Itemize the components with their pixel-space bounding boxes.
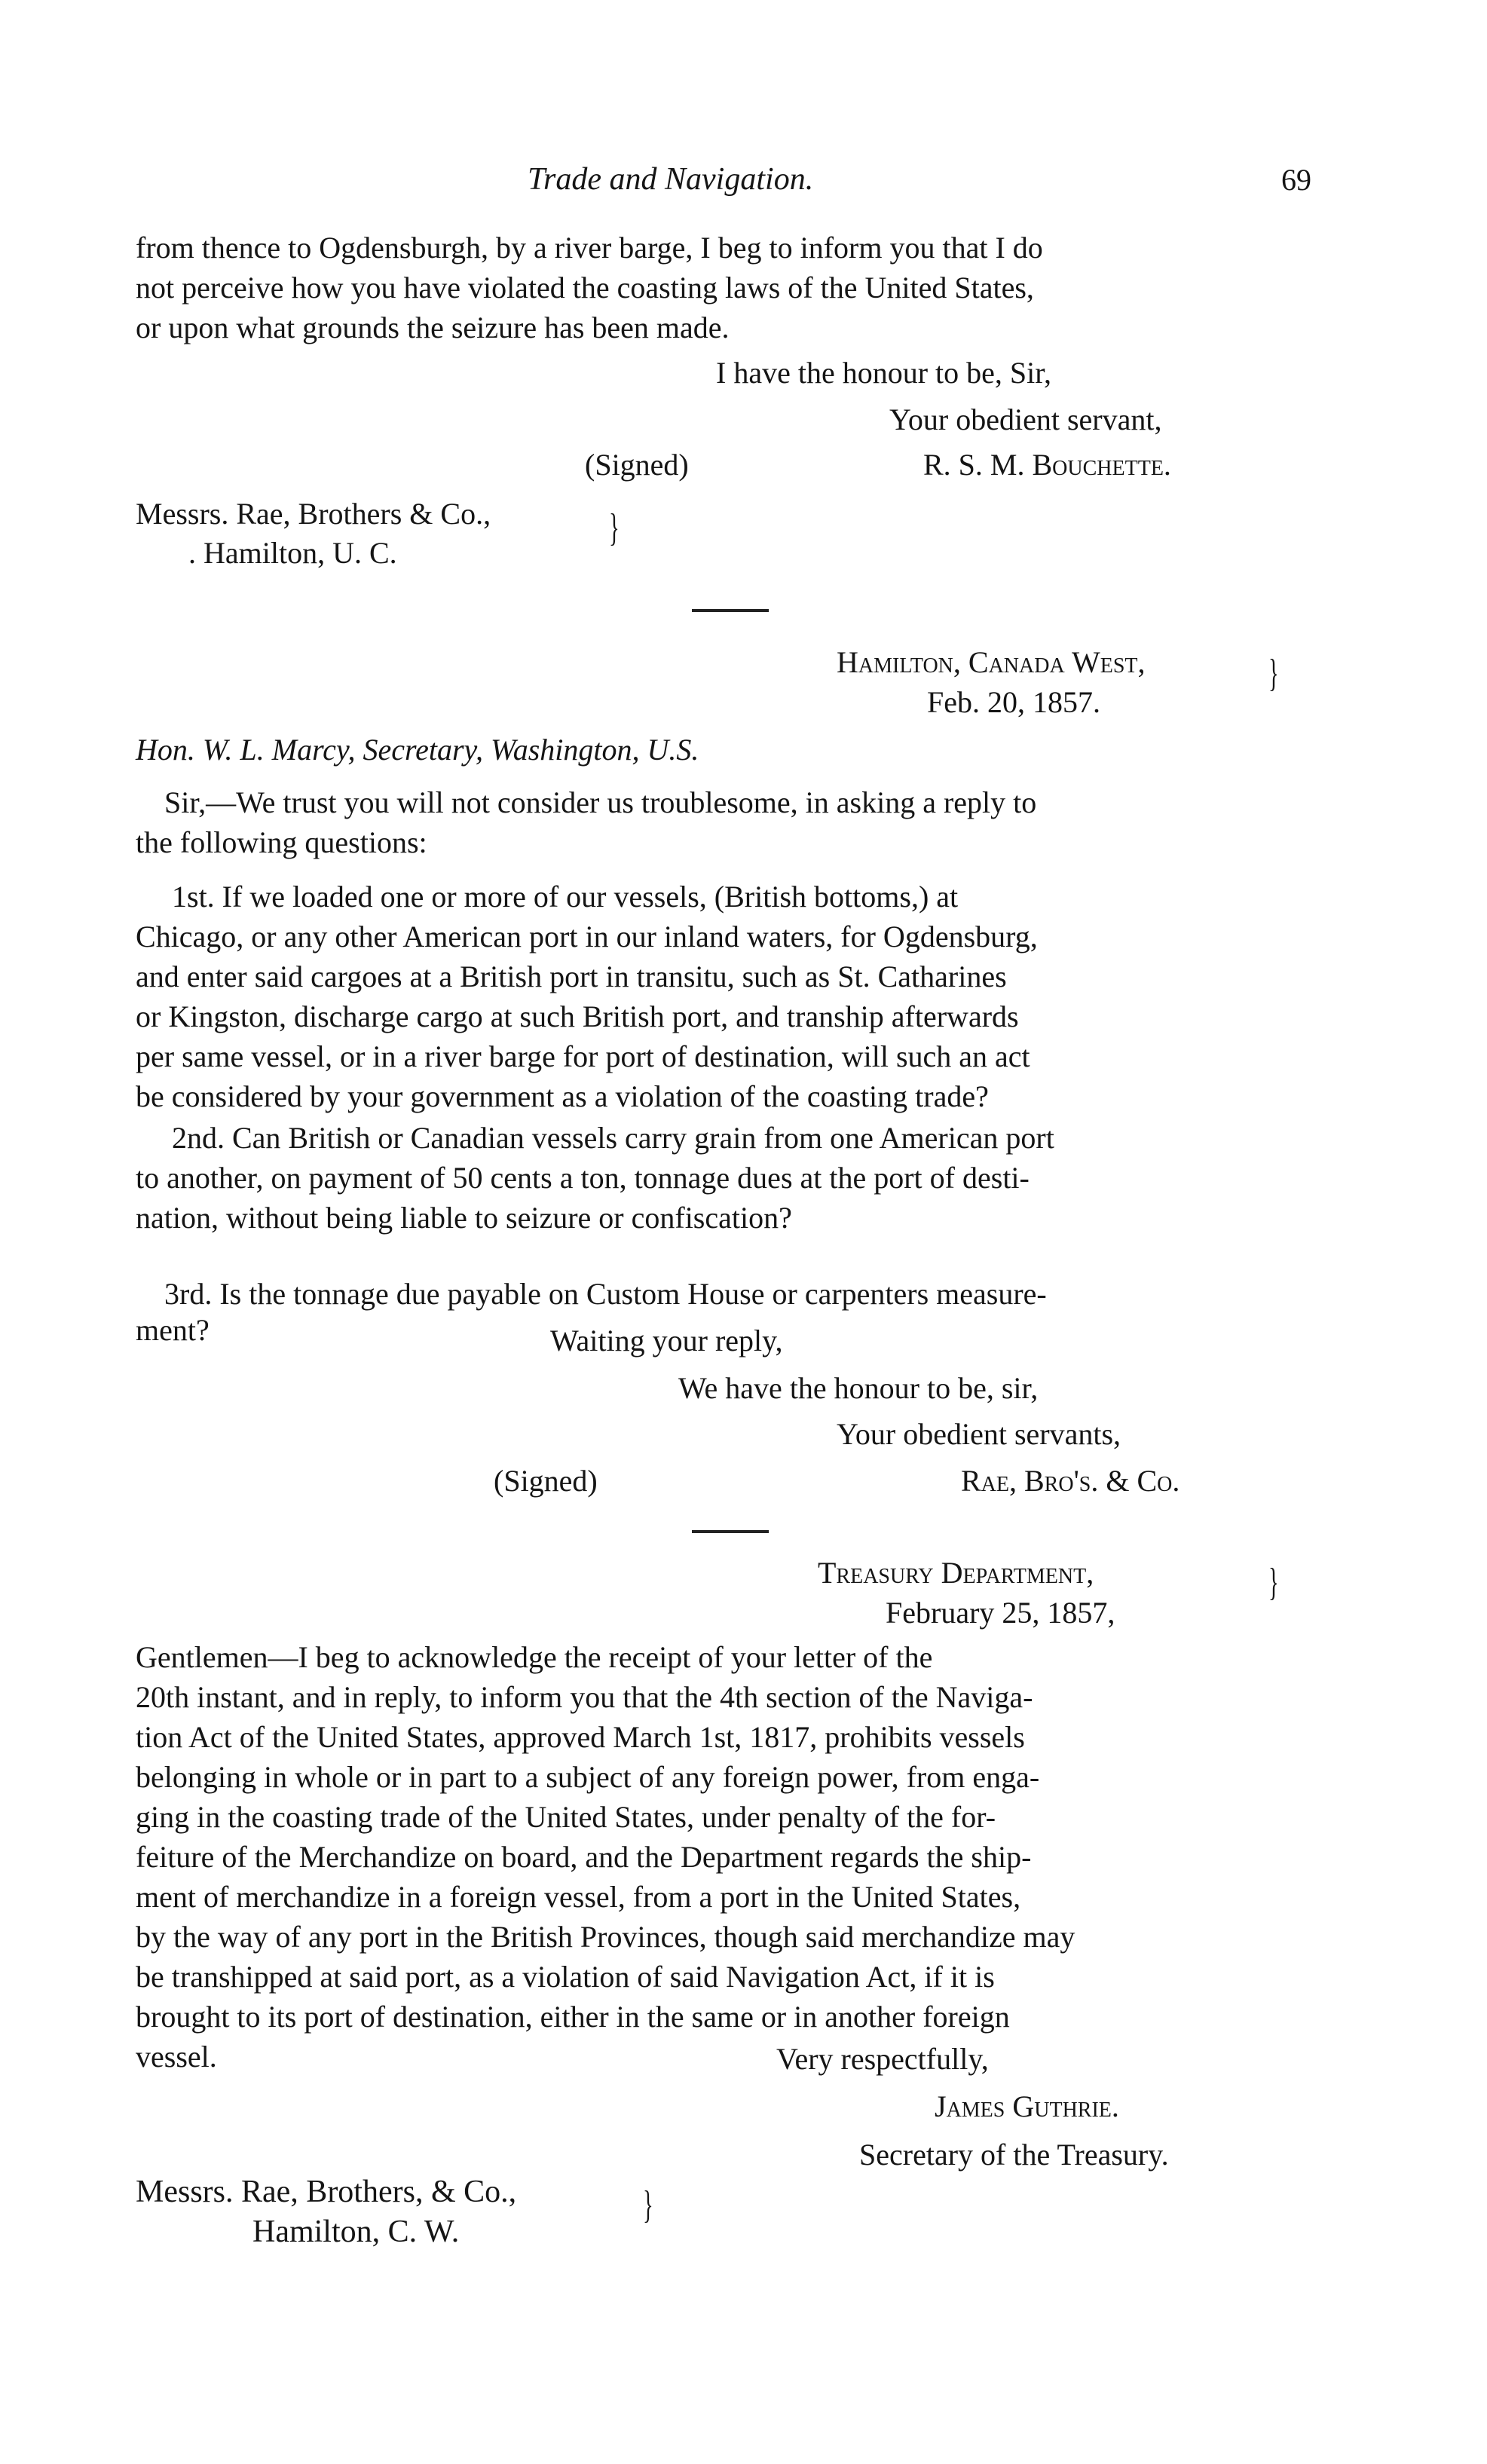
section-divider (692, 1530, 769, 1533)
body-line: from thence to Ogdensburgh, by a river barge, I beg to inform you that I do (136, 231, 1043, 265)
running-title: Trade and Navigation. (528, 162, 814, 197)
addressee-line: Messrs. Rae, Brothers, & Co., (136, 2175, 517, 2209)
addressee-line: . Hamilton, U. C. (188, 536, 397, 570)
recipient-line: Hon. W. L. Marcy, Secretary, Washington, U.S. (136, 733, 699, 767)
body-line: the following questions: (136, 825, 427, 859)
body-line: Chicago, or any other American port in our inland waters, for Ogdensburg, (136, 920, 1038, 953)
signature: R. S. M. Bouchette. (923, 448, 1171, 482)
body-line: ment? (136, 1313, 210, 1347)
body-line: belonging in whole or in part to a subject of any foreign power, from enga- (136, 1760, 1040, 1794)
body-line: be considered by your government as a violation of the coasting trade? (136, 1079, 989, 1113)
body-line: ging in the coasting trade of the United States, under penalty of the for- (136, 1800, 996, 1834)
brace-icon: } (609, 507, 620, 549)
body-line: or upon what grounds the seizure has been made. (136, 311, 730, 344)
brace-icon: } (1268, 1561, 1279, 1604)
brace-icon: } (1268, 652, 1279, 695)
body-line: brought to its port of destination, either in the same or in another foreign (136, 2000, 1010, 2034)
body-line: 2nd. Can British or Canadian vessels carry grain from one American port (172, 1121, 1054, 1155)
signatory-title: Secretary of the Treasury. (859, 2138, 1169, 2172)
body-line: ment of merchandize in a foreign vessel, from a port in the United States, (136, 1880, 1021, 1914)
addressee-line: Messrs. Rae, Brothers & Co., (136, 497, 491, 531)
date-line: February 25, 1857, (886, 1596, 1115, 1630)
signature: Rae, Bro's. & Co. (961, 1464, 1180, 1498)
closing-line: We have the honour to be, sir, (678, 1371, 1039, 1405)
body-line: Sir,—We trust you will not consider us troublesome, in asking a reply to (164, 785, 1037, 819)
body-line: Gentlemen—I beg to acknowledge the receipt of your letter of the (136, 1640, 933, 1674)
body-line: and enter said cargoes at a British port in transitu, such as St. Catharines (136, 960, 1007, 993)
page-number: 69 (1281, 163, 1311, 197)
place-line: Hamilton, Canada West, (837, 645, 1146, 679)
body-line: per same vessel, or in a river barge for port of destination, will such an act (136, 1039, 1030, 1073)
body-line: 3rd. Is the tonnage due payable on Custom House or carpenters measure- (164, 1277, 1047, 1311)
closing-line: Your obedient servant, (889, 403, 1162, 436)
body-line: feiture of the Merchandize on board, and the Department regards the ship- (136, 1840, 1032, 1874)
body-line: or Kingston, discharge cargo at such British port, and tranship afterwards (136, 999, 1019, 1033)
section-divider (692, 609, 769, 612)
brace-icon: } (643, 2184, 653, 2227)
signed-label: (Signed) (494, 1464, 598, 1498)
body-line: nation, without being liable to seizure or confiscation? (136, 1201, 792, 1235)
closing-line: Very respectfully, (776, 2042, 989, 2076)
closing-line: I have the honour to be, Sir, (716, 356, 1051, 390)
body-line: not perceive how you have violated the coasting laws of the United States, (136, 271, 1034, 305)
addressee-line: Hamilton, C. W. (252, 2215, 460, 2249)
body-line: 1st. If we loaded one or more of our vessels, (British bottoms,) at (172, 880, 959, 914)
date-line: Feb. 20, 1857. (927, 685, 1100, 719)
signature: James Guthrie. (935, 2089, 1119, 2123)
closing-line: Your obedient servants, (837, 1417, 1121, 1451)
signed-label: (Signed) (585, 448, 689, 482)
place-line: Treasury Department, (818, 1556, 1094, 1590)
body-line: to another, on payment of 50 cents a ton, tonnage dues at the port of desti- (136, 1161, 1030, 1195)
closing-line: Waiting your reply, (550, 1324, 783, 1357)
body-line: by the way of any port in the British Provinces, though said merchandize may (136, 1920, 1075, 1954)
body-line: 20th instant, and in reply, to inform you that the 4th section of the Naviga- (136, 1680, 1033, 1714)
body-line: vessel. (136, 2040, 217, 2074)
body-line: tion Act of the United States, approved March 1st, 1817, prohibits vessels (136, 1720, 1025, 1754)
body-line: be transhipped at said port, as a violation of said Navigation Act, if it is (136, 1960, 995, 1994)
